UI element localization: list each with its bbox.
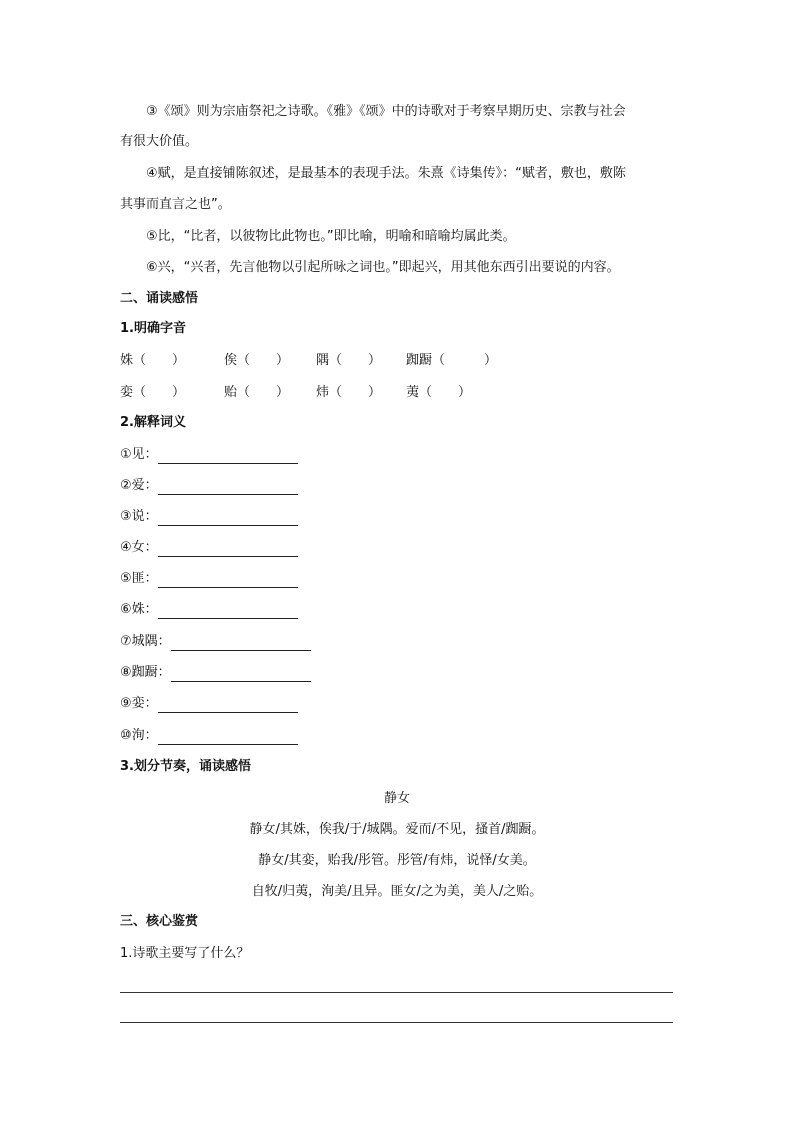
- definition-label: ⑦城隅：: [120, 634, 171, 649]
- definition-label: ⑧踟蹰：: [120, 665, 171, 680]
- poem-line: 自牧/归荑，洵美/且异。匪女/之为美，美人/之贻。: [251, 884, 543, 899]
- definition-row: [120, 727, 298, 745]
- definition-blank[interactable]: [158, 730, 298, 745]
- definition-blank[interactable]: [158, 573, 298, 588]
- definition-blank[interactable]: [171, 636, 311, 651]
- poem-line: 静女/其姝，俟我/于/城隅。爱而/不见，搔首/踟蹰。: [249, 822, 545, 837]
- question-1-heading: 1.明确字音: [120, 321, 186, 336]
- poem-title: 静女: [383, 791, 410, 806]
- definition-row: [120, 570, 298, 588]
- definition-row: [120, 695, 298, 713]
- definition-row: [120, 539, 298, 557]
- definition-label: ③说：: [120, 509, 158, 524]
- definition-blank[interactable]: [158, 698, 298, 713]
- definition-row: [120, 477, 298, 495]
- definition-row: [120, 446, 298, 464]
- definition-label: ①见：: [120, 447, 158, 462]
- answer-line[interactable]: [120, 992, 673, 993]
- intro-paragraph-3-line1: ③《颂》则为宗庙祭祀之诗歌。《雅》《颂》中的诗歌对于考察早期历史、宗教与社会: [146, 104, 626, 119]
- intro-paragraph-3-line2: 有很大价值。: [120, 134, 199, 149]
- definition-label: ②爱：: [120, 478, 158, 493]
- section-3-heading: 三、核心鉴赏: [120, 914, 199, 929]
- definition-blank[interactable]: [158, 480, 298, 495]
- definition-label: ⑨娈：: [120, 696, 158, 711]
- intro-paragraph-6: ⑥兴，“兴者，先言他物以引起所咏之词也。”即起兴，用其他东西引出要说的内容。: [146, 260, 620, 275]
- definition-blank[interactable]: [171, 667, 311, 682]
- definition-label: ④女：: [120, 540, 158, 555]
- pinyin-item[interactable]: 娈（ ）: [120, 385, 186, 400]
- definition-row: [120, 508, 298, 526]
- pinyin-item[interactable]: 隅（ ）: [316, 353, 382, 368]
- intro-paragraph-4-line1: ④赋，是直接铺陈叙述，是最基本的表现手法。朱熹《诗集传》：“赋者，敷也，敷陈: [146, 166, 626, 181]
- definition-row: [120, 601, 298, 619]
- section-2-heading: 二、诵读感悟: [120, 291, 199, 306]
- definition-blank[interactable]: [158, 542, 298, 557]
- pinyin-item[interactable]: 荑（ ）: [406, 385, 472, 400]
- definition-blank[interactable]: [158, 604, 298, 619]
- definition-label: ⑤匪：: [120, 571, 158, 586]
- poem-line: 静女/其娈，贻我/彤管。彤管/有炜，说怿/女美。: [258, 853, 536, 868]
- definition-row: [120, 664, 311, 682]
- pinyin-item[interactable]: 踟蹰（ ）: [406, 353, 498, 368]
- question-2-heading: 2.解释词义: [120, 415, 186, 430]
- answer-line[interactable]: [120, 1022, 673, 1023]
- definition-label: ⑥姝：: [120, 602, 158, 617]
- intro-paragraph-5: ⑤比，“比者，以彼物比此物也。”即比喻，明喻和暗喻均属此类。: [146, 229, 516, 244]
- pinyin-item[interactable]: 炜（ ）: [316, 385, 382, 400]
- intro-paragraph-4-line2: 其事而直言之也”。: [120, 197, 231, 212]
- pinyin-item[interactable]: 姝（ ）: [120, 353, 186, 368]
- question-3-heading: 3.划分节奏，诵读感悟: [120, 759, 251, 774]
- pinyin-item[interactable]: 贻（ ）: [224, 385, 290, 400]
- core-question-1: 1.诗歌主要写了什么？: [120, 946, 250, 961]
- definition-blank[interactable]: [158, 449, 298, 464]
- definition-row: [120, 633, 311, 651]
- pinyin-item[interactable]: 俟（ ）: [224, 353, 290, 368]
- definition-blank[interactable]: [158, 511, 298, 526]
- definition-label: ⑩洵：: [120, 728, 158, 743]
